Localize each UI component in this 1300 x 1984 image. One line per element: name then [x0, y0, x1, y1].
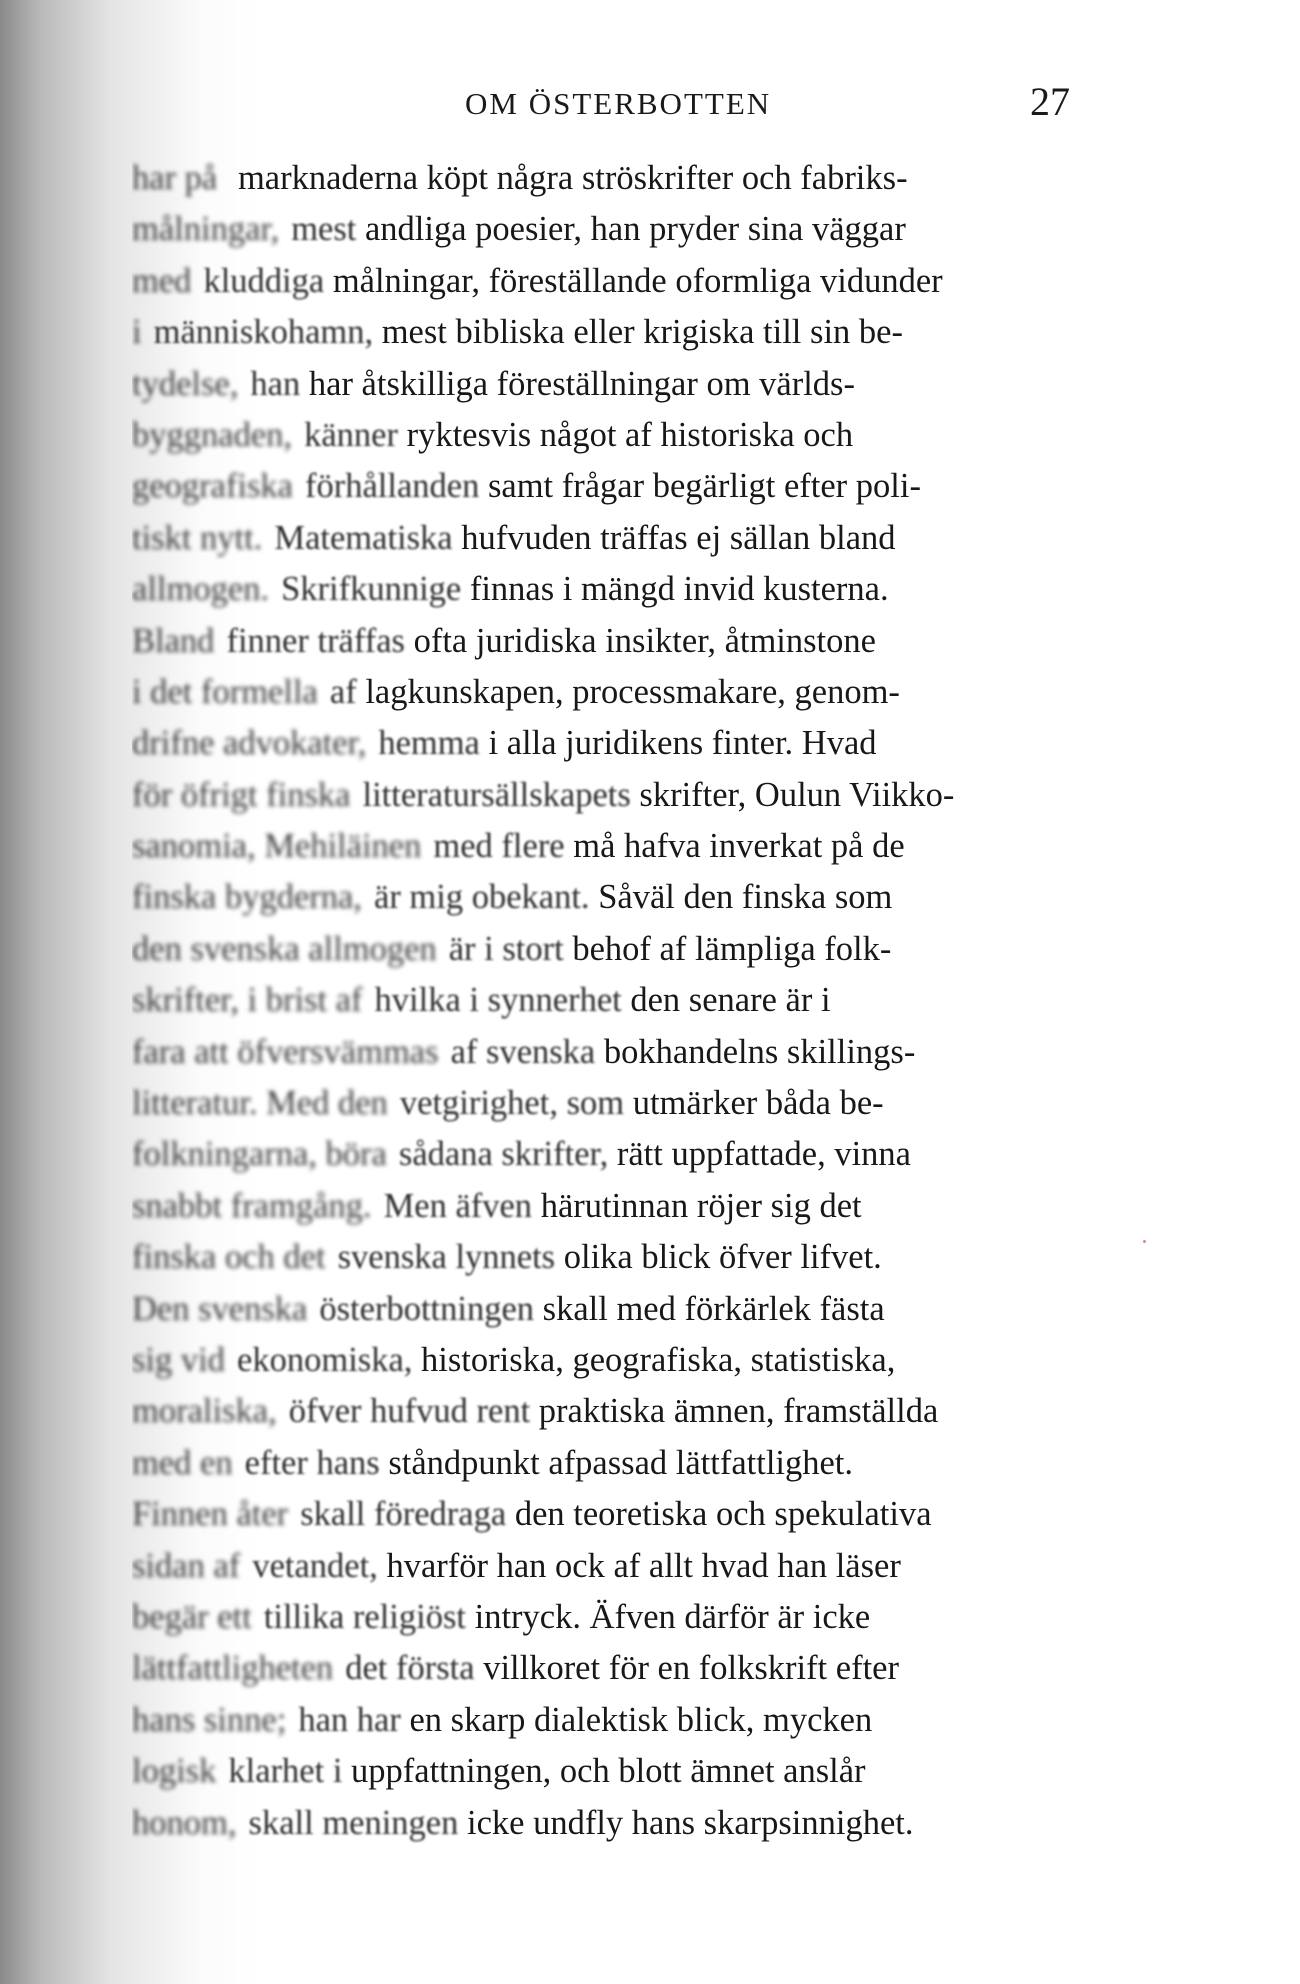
faded-text: af svenska: [450, 1032, 596, 1071]
clear-text: har åtskilliga föreställningar om världs-: [308, 364, 855, 403]
clear-text: i alla juridikens finter. Hvad: [488, 724, 877, 763]
clear-text: behof af lämpliga folk-: [572, 929, 892, 968]
clear-text: härutinnan röjer sig det: [540, 1186, 862, 1225]
clear-text: må hafva inverkat på de: [573, 827, 905, 866]
faded-text: det första: [345, 1649, 475, 1688]
text-line: [132, 564, 1112, 615]
text-line: [132, 1798, 1112, 1849]
faded-text: är i stort: [448, 929, 564, 968]
clear-text: praktiska ämnen, framställda: [538, 1392, 939, 1431]
faded-text: hemma: [378, 724, 480, 763]
blurred-text: i det formella: [132, 672, 318, 711]
blurred-text: för öfrigt finska: [132, 775, 351, 814]
text-line: [132, 1078, 1112, 1129]
blurred-text: finska och det: [132, 1238, 326, 1277]
page-number: 27: [1030, 79, 1070, 124]
blurred-text: Den svenska: [132, 1289, 308, 1328]
clear-text: samt frågar begärligt efter poli-: [487, 467, 921, 506]
clear-text: uppfattningen, och blott ämnet anslår: [351, 1752, 866, 1791]
text-line: [132, 1027, 1112, 1078]
text-line: [132, 1386, 1112, 1437]
clear-text: målningar, föreställande oformliga vidunder: [332, 261, 943, 300]
text-line: [132, 1695, 1112, 1746]
blurred-text: Finnen åter: [132, 1495, 289, 1534]
text-line: [132, 256, 1112, 307]
body-text: [132, 153, 1112, 1849]
blurred-text: i: [132, 313, 142, 352]
blurred-text: lättfattligheten: [132, 1649, 334, 1688]
clear-text: icke undfly hans skarpsinnighet.: [467, 1803, 914, 1842]
clear-text: hvarför han ock af allt hvad han läser: [386, 1546, 901, 1585]
blurred-text: snabbt framgång.: [132, 1186, 372, 1225]
text-line: [132, 1335, 1112, 1386]
ink-speck: [1143, 1240, 1146, 1243]
blurred-text: begär ett: [132, 1597, 252, 1636]
text-line: [132, 1181, 1112, 1232]
clear-text: skrifter, Oulun Viikko-: [639, 775, 955, 814]
text-line: [132, 1643, 1112, 1694]
clear-text: den senare är i: [630, 981, 831, 1020]
clear-text: Såväl den finska som: [598, 878, 893, 917]
faded-text: finner träffas: [226, 621, 405, 660]
clear-text: andliga poesier, han pryder sina väggar: [364, 210, 906, 249]
faded-text: Men äfven: [383, 1186, 533, 1225]
faded-text: tillika religiöst: [263, 1597, 466, 1636]
faded-text: svenska lynnets: [337, 1238, 556, 1277]
text-line: [132, 1129, 1112, 1180]
text-line: [132, 410, 1112, 461]
clear-text: ståndpunkt afpassad lättfattlighet.: [388, 1443, 854, 1482]
faded-text: förhållanden: [305, 467, 480, 506]
clear-text: intryck. Äfven därför är icke: [474, 1597, 871, 1636]
blurred-text: tiskt nytt.: [132, 518, 263, 557]
text-line: [132, 1438, 1112, 1489]
clear-text: bokhandelns skillings-: [603, 1032, 916, 1071]
clear-text: lagkunskapen, processmakare, genom-: [365, 672, 900, 711]
text-line: [132, 1746, 1112, 1797]
blurred-text: geografiska: [132, 467, 293, 506]
clear-text: mest bibliska eller krigiska till sin be-: [381, 313, 903, 352]
blurred-text: skrifter, i brist af: [132, 981, 363, 1020]
blurred-text: moraliska,: [132, 1392, 277, 1431]
faded-text: är mig obekant.: [374, 878, 590, 917]
text-line: [132, 667, 1112, 718]
faded-text: skall meningen: [248, 1803, 459, 1842]
blurred-text: Bland: [132, 621, 215, 660]
blurred-text: med: [132, 261, 192, 300]
blurred-text: logisk: [132, 1752, 217, 1791]
running-head: OM ÖSTERBOTTEN: [465, 86, 772, 121]
clear-text: finnas i mängd invid kusterna.: [469, 570, 889, 609]
faded-text: klarhet i: [228, 1752, 343, 1791]
faded-text: mest: [291, 210, 357, 249]
blurred-text: målningar,: [132, 210, 280, 249]
text-line: [132, 1284, 1112, 1335]
text-line: [132, 616, 1112, 667]
text-line: [132, 307, 1112, 358]
clear-text: skall med förkärlek fästa: [542, 1289, 885, 1328]
text-line: [132, 770, 1112, 821]
page-header: [0, 78, 1300, 138]
text-line: [132, 872, 1112, 923]
clear-text: historiska, geografiska, statistiska,: [421, 1340, 896, 1379]
faded-text: Matematiska: [274, 518, 453, 557]
text-line: [132, 359, 1112, 410]
blurred-text: finska bygderna,: [132, 878, 362, 917]
faded-text: efter hans: [244, 1443, 380, 1482]
faded-text: af: [329, 672, 357, 711]
faded-text: hvilka i synnerhet: [374, 981, 622, 1020]
clear-text: den teoretiska och spekulativa: [514, 1495, 932, 1534]
clear-text: olika blick öfver lifvet.: [563, 1238, 882, 1277]
faded-text: med flere: [433, 827, 565, 866]
faded-text: ekonomiska,: [237, 1340, 413, 1379]
blurred-text: fara att öfversvämmas: [132, 1032, 439, 1071]
faded-text: vetgirighet, som: [399, 1084, 625, 1123]
blurred-text: allmogen.: [132, 570, 270, 609]
text-line: [132, 1592, 1112, 1643]
text-line: [132, 1541, 1112, 1592]
clear-text: rätt uppfattade, vinna: [616, 1135, 911, 1174]
clear-text: utmärker båda be-: [632, 1084, 884, 1123]
text-line: [132, 821, 1112, 872]
faded-text: sådana skrifter,: [398, 1135, 609, 1174]
faded-text: österbottningen: [319, 1289, 535, 1328]
blurred-text: sidan af: [132, 1546, 241, 1585]
blurred-text: har på: [132, 159, 218, 197]
text-line: [132, 153, 1112, 204]
text-line: [132, 461, 1112, 512]
clear-text: marknaderna köpt några ströskrifter och fabriks-: [237, 159, 908, 197]
blurred-text: den svenska allmogen: [132, 929, 437, 968]
faded-text: öfver hufvud rent: [288, 1392, 531, 1431]
blurred-text: drifne advokater,: [132, 724, 367, 763]
text-line: [132, 718, 1112, 769]
text-line: [132, 1232, 1112, 1283]
text-line: [132, 924, 1112, 975]
text-line: [132, 513, 1112, 564]
clear-text: en skarp dialektisk blick, mycken: [409, 1700, 873, 1739]
faded-text: litteratursällskapets: [362, 775, 631, 814]
blurred-text: folkningarna, böra: [132, 1135, 387, 1174]
text-line: [132, 975, 1112, 1026]
blurred-text: litteratur. Med den: [132, 1084, 388, 1123]
clear-text: ryktesvis något af historiska och: [406, 415, 854, 454]
faded-text: kluddiga: [203, 261, 325, 300]
blurred-text: sanomia, Mehiläinen: [132, 827, 422, 866]
blurred-text: hans sinne;: [132, 1700, 287, 1739]
clear-text: ofta juridiska insikter, åtminstone: [413, 621, 876, 660]
faded-text: han har: [298, 1700, 401, 1739]
faded-text: skall föredraga: [300, 1495, 507, 1534]
text-line: [132, 1489, 1112, 1540]
blurred-text: honom,: [132, 1803, 237, 1842]
blurred-text: med en: [132, 1443, 233, 1482]
faded-text: han: [250, 364, 301, 403]
blurred-text: byggnaden,: [132, 415, 293, 454]
blurred-text: tydelse,: [132, 364, 239, 403]
faded-text: vetandet,: [252, 1546, 378, 1585]
faded-text: människohamn,: [153, 313, 374, 352]
faded-text: Skrifkunnige: [281, 570, 462, 609]
blurred-text: sig vid: [132, 1340, 225, 1379]
clear-text: villkoret för en folkskrift efter: [483, 1649, 899, 1688]
faded-text: känner: [304, 415, 398, 454]
text-line: [132, 204, 1112, 255]
clear-text: hufvuden träffas ej sällan bland: [461, 518, 896, 557]
